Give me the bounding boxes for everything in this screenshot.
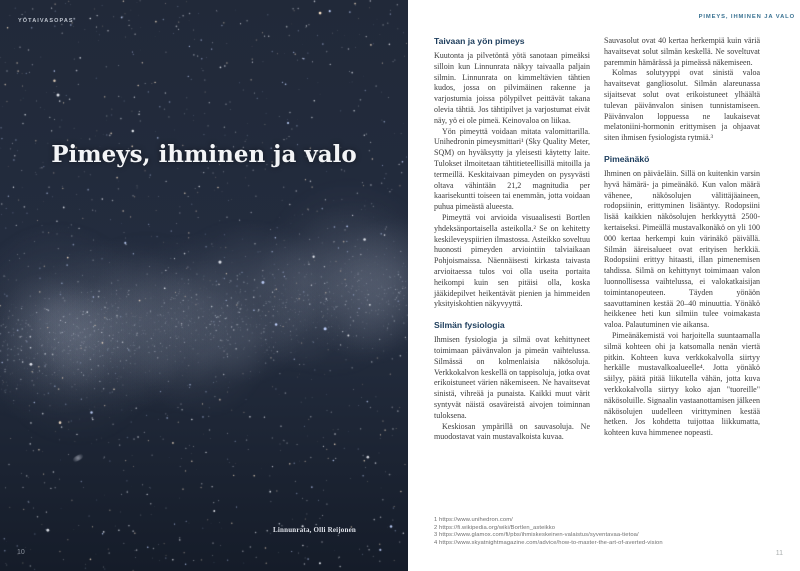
section-heading: Taivaan ja yön pimeys bbox=[434, 36, 525, 46]
photo-caption: Linnunrata, Olli Reijonen bbox=[273, 526, 356, 534]
footnote-list bbox=[434, 517, 764, 547]
page-number-left: 10 bbox=[17, 549, 25, 556]
body-paragraph: Yön pimeyttä voidaan mitata valomittarilla. Unihedronin pimeysmittari¹ (Sky Quality Meter, SQM) on hyväksytty ja yleisesti käytetty laite. Tulokset ilmoitetaan tähtitieteellisillä mitoilla ja termeillä. Keskitaivaan pimeyden on pysyvästi oltava vähintään 21,2 magnitudia per kaarisekuntti toiseen tai enemmän, jotta voidaan puhua pimeästä alueesta. bbox=[434, 126, 590, 212]
footnote: 3 https://www.glamox.com/fi/pbs/ihmiskeskeinen-valaistus/syventavaa-tietoa/ bbox=[434, 532, 639, 539]
footnote: 4 https://www.skyatnightmagazine.com/advice/how-to-master-the-art-of-averted-vision bbox=[434, 539, 663, 546]
footnote: 2 https://fi.wikipedia.org/wiki/Bortlen_asteikko bbox=[434, 524, 556, 531]
body-paragraph: Kuutonta ja pilvetöntä yötä sanotaan pimeäksi silloin kun Linnunrata näkyy taivaalla paljain silmin. Linnunrata on kimmeltävien tähtien kudos, jossa on pilvimäinen rakenne ja varjostumia joissa pölypilvet peittävät takana olevia tähtiä. Jos tähtipilvet ja varjostumat eivät näy, yö ei ole pimeä. Keinovaloa on liikaa. bbox=[434, 51, 590, 125]
body-paragraph: Keskiosan ympärillä on sauvasoluja. Ne muodostavat vain mustavalkoista kuvaa. bbox=[434, 421, 590, 442]
body-paragraph: Sauvasolut ovat 40 kertaa herkempiä kuin väriä havaitsevat solut silmän keskellä. Ne soveltuvat paremmin hämärässä ja pimeässä näkemiseen. bbox=[604, 36, 760, 67]
page-number-right: 11 bbox=[775, 550, 783, 557]
text-column-right bbox=[604, 36, 760, 439]
text-column-left bbox=[434, 36, 590, 443]
section-heading: Silmän fysiologia bbox=[434, 320, 505, 331]
running-header-left: YÖTAIVASOPAS bbox=[18, 18, 74, 24]
body-paragraph: Pimeänäkemistä voi harjoitella suuntaamalla silmä kohteen ohi ja katsomalla nenän viertä pitkin. Kohteen kuva verkkokalvolla siirtyy herkälle mustavalkoalueelle⁴. Jotta yönäkö säilyy, päätä pitää liikutella vähän, jotta kuva verkkokalvolla siirtyy koko ajan "tuoreille" näkösoluille. Signaalin vastaanottamisen jälkeen näkösolujen uudelleen virittyminen kestää hetken. Jos kohdetta tuijottaa liikkumatta, kohteen kuva himmenee nopeasti. bbox=[604, 330, 760, 438]
section-heading: Pimeänäkö bbox=[604, 153, 650, 164]
body-paragraph: Pimeyttä voi arvioida visuaalisesti Bortlen yhdeksänportaisella asteikolla.² Se on kehitetty keskileveyspiirien ilmastossa. Asteikko soveltuu huonosti pimeyden arviointiin talviaikaan Pohjoismaissa. Näennäisesti kirkasta taivasta arvioitaessa tulos voi olla useita portaita heikompi kuin sen pitäisi olla, koska jääkidepilvet heikentävät pienien ja himmeiden yksityiskohtien näkyvyyttä. bbox=[434, 212, 590, 309]
body-paragraph: Ihminen on päiväeläin. Sillä on kuitenkin varsin hyvä hämärä- ja pimeänäkö. Kun valon määrä vähenee, näkösolujen välittäjäaineen, rodopsiinin, erittyminen lisääntyy. Rodopsiini lisää kaikkien näkösolujen herkkyyttä 2500-kertaiseksi. Pimeällä mustavalkonäkö on yli 100 000 kertaa herkempi kuin värinäkö päivällä. Silmän ääreisalueet ovat erityisen herkkiä. Rodopsiini erittyy hitaasti, illan pimenemisen tahdissa. Silmä on kehittynyt toimimaan valon luonnollisessa vaihtelussa, ei valokatkaisijan toimintanopeuteen. Täyden yönäön saavuttaminen kestää 20–40 minuuttia. Yönäkö heikkenee heti kun silmiin tulee voimakasta valoa. Palautuminen vie aikansa. bbox=[604, 168, 760, 330]
body-paragraph: Ihmisen fysiologia ja silmä ovat kehittyneet toimimaan päivänvalon ja pimeän vaihtelussa. Silmässä on kolmenlaisia näkösoluja. Verkkokalvon keskellä on tappisoluja, jotka ovat erikoistuneet värien näkemiseen. Ne havaitsevat sinistä, vihreää ja punaista. Kaikki muut värit syntyvät näistä osaväreistä aivojen toiminnan tuloksena. bbox=[434, 335, 590, 420]
running-header-right: PIMEYS, IHMINEN JA VALO bbox=[698, 14, 795, 20]
chapter-title: Pimeys, ihminen ja valo bbox=[51, 141, 357, 168]
article-page bbox=[408, 0, 800, 571]
footnote: 1 https://www.unihedron.com/ bbox=[434, 517, 513, 523]
body-paragraph: Kolmas solutyyppi ovat sinistä valoa havaitsevat gangliosolut. Silmän alareunassa sijaitsevat solut ovat erikoistuneet ylhäältä tulevan päivänvalon sinisen tunnistamiseen. Päivänvalon loppuessa ne laukaisevat melatoniini-hormonin erittymisen ja ohjaavat siten ihmisen fysiologista rytmiä.³ bbox=[604, 68, 760, 143]
